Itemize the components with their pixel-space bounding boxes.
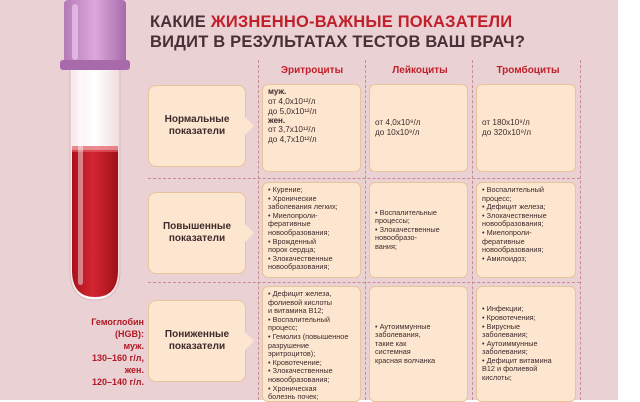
hgb-title: Гемоглобин bbox=[91, 317, 144, 327]
list-item: процессы; bbox=[375, 216, 410, 226]
grid-divider bbox=[365, 60, 366, 400]
value-line: от 3,7x10¹²/л bbox=[268, 125, 316, 135]
list-item: процесс; bbox=[268, 323, 298, 333]
male-label: муж. bbox=[268, 87, 287, 96]
list-item: заболевания; bbox=[482, 347, 528, 357]
hgb-abbr: (HGB): bbox=[115, 329, 144, 339]
hgb-male-label: муж. bbox=[123, 341, 144, 351]
list-item: заболевания легких; bbox=[268, 202, 338, 212]
cell-high-erythrocytes bbox=[262, 182, 361, 278]
female-label: жен. bbox=[268, 115, 286, 125]
cell-low-thrombocytes bbox=[476, 286, 576, 402]
cell-low-leukocytes bbox=[369, 286, 468, 402]
list-item: красная волчанка bbox=[375, 355, 436, 365]
grid-divider bbox=[148, 282, 580, 283]
value-line: до 320x10⁹/л bbox=[482, 128, 532, 137]
value-line: от 4,0x10¹²/л bbox=[268, 96, 316, 106]
list-item: новообразования; bbox=[268, 374, 330, 384]
row-label-low-text: Пониженные показатели bbox=[164, 329, 230, 352]
list-item: • Дефицит витамина bbox=[482, 355, 552, 365]
list-item: • Воспалительный bbox=[482, 185, 544, 194]
row-label-high-text: Повышенные показатели bbox=[162, 221, 232, 244]
list-item: заболевания; bbox=[482, 330, 528, 340]
cell-normal-erythrocytes bbox=[262, 84, 361, 172]
title-highlight: ЖИЗНЕННО-ВАЖНЫЕ ПОКАЗАТЕЛИ bbox=[210, 13, 513, 31]
value-line: от 180x10⁹/л bbox=[482, 118, 530, 127]
list-item: • Гемолиз (повышенное bbox=[268, 331, 349, 341]
list-item: • Миелопроли- bbox=[268, 210, 318, 220]
row-label-high bbox=[148, 192, 246, 274]
list-item: • Инфекции; bbox=[482, 304, 524, 314]
list-item: • Злокачественные bbox=[375, 224, 440, 234]
value-line: до 10x10⁹/л bbox=[375, 128, 420, 137]
list-item: • Амилоидоз; bbox=[482, 253, 527, 263]
list-item: • Аутоиммунные bbox=[482, 338, 538, 348]
list-item: • Хронические bbox=[268, 193, 317, 203]
test-tube-icon bbox=[50, 0, 140, 310]
list-item: B12 и фолиевой bbox=[482, 364, 538, 374]
title-line-2: ВИДИТ В РЕЗУЛЬТАТАХ ТЕСТОВ ВАШ ВРАЧ? bbox=[150, 33, 526, 51]
page-margin bbox=[618, 0, 640, 400]
list-item: новообразования; bbox=[482, 219, 544, 229]
value-line: от 4,0x10⁹/л bbox=[375, 118, 421, 127]
list-item: такие как bbox=[375, 338, 407, 348]
list-item: • Курение; bbox=[268, 185, 303, 194]
hgb-female-label: жен. bbox=[124, 365, 144, 375]
list-item: новообразо- bbox=[375, 233, 417, 243]
column-header-erythrocytes: Эритроциты bbox=[280, 65, 344, 76]
list-item: • Вирусные bbox=[482, 321, 521, 331]
list-item: новообразования; bbox=[268, 227, 330, 237]
list-item: порок сердца; bbox=[268, 245, 316, 255]
list-item: • Дефицит железа, bbox=[268, 289, 332, 298]
list-item: • Врожденный bbox=[268, 236, 317, 246]
list-item: • Воспалительный bbox=[268, 314, 330, 324]
hgb-male-range: 130–160 г/л, bbox=[91, 353, 144, 363]
value-line: до 5,0x10¹²/л bbox=[268, 106, 317, 116]
grid-divider bbox=[148, 178, 580, 179]
list-item: новообразования; bbox=[268, 262, 330, 272]
list-item: • Кровотечение; bbox=[268, 357, 322, 367]
page-title bbox=[150, 12, 630, 52]
row-label-normal bbox=[148, 85, 246, 167]
list-item: феративные bbox=[482, 236, 525, 246]
list-item: • Аутоиммунные bbox=[375, 321, 431, 331]
list-item: новообразования; bbox=[482, 245, 544, 255]
hemoglobin-reference bbox=[48, 316, 144, 388]
grid-divider bbox=[580, 60, 581, 400]
cell-high-thrombocytes bbox=[476, 182, 576, 278]
list-item: эритроцитов); bbox=[268, 349, 316, 359]
list-item: феративные bbox=[268, 219, 311, 229]
cell-normal-thrombocytes bbox=[476, 84, 576, 172]
list-item: системная bbox=[375, 347, 411, 357]
list-item: • Дефицит железа; bbox=[482, 202, 546, 212]
list-item: и витамина B12; bbox=[268, 306, 324, 316]
title-prefix: КАКИЕ bbox=[150, 13, 211, 31]
cell-high-leukocytes bbox=[369, 182, 468, 278]
value-line: до 4,7x10¹²/л bbox=[268, 135, 317, 145]
list-item: • Воспалительные bbox=[375, 207, 437, 217]
grid-divider bbox=[258, 60, 259, 400]
list-item: • Миелопроли- bbox=[482, 227, 532, 237]
list-item: • Злокачественные bbox=[268, 366, 333, 376]
cell-normal-leukocytes bbox=[369, 84, 468, 172]
row-label-low bbox=[148, 300, 246, 382]
column-header-leukocytes: Лейкоциты bbox=[392, 65, 448, 76]
list-item: фолиевой кислоты bbox=[268, 297, 332, 307]
list-item: кислоты; bbox=[482, 373, 512, 383]
blood-test-tube-illustration bbox=[50, 0, 140, 310]
list-item: болезнь почек; bbox=[268, 392, 319, 402]
list-item: разрушение bbox=[268, 340, 310, 350]
list-item: заболевания, bbox=[375, 330, 421, 340]
list-item: процесс; bbox=[482, 193, 512, 203]
column-header-thrombocytes: Тромбоциты bbox=[496, 65, 560, 76]
list-item: • Кровотечения; bbox=[482, 312, 536, 322]
list-item: • Злокачественные bbox=[482, 210, 547, 220]
row-label-normal-text: Нормальные показатели bbox=[164, 114, 230, 137]
hgb-female-range: 120–140 г/л. bbox=[91, 377, 144, 387]
list-item: вания; bbox=[375, 241, 397, 251]
list-item: • Злокачественные bbox=[268, 253, 333, 263]
grid-divider bbox=[472, 60, 473, 400]
list-item: • Хроническая bbox=[268, 383, 317, 393]
cell-low-erythrocytes bbox=[262, 286, 361, 402]
